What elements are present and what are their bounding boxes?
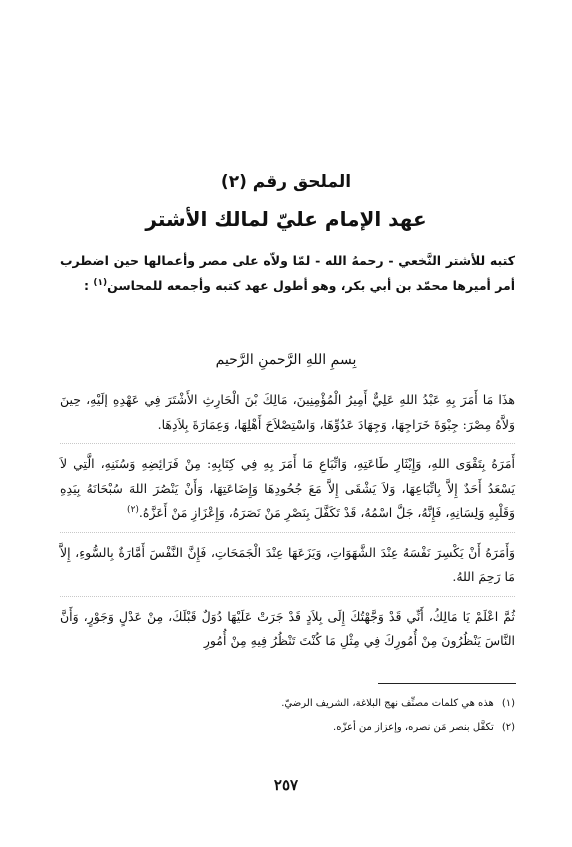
paragraph-text: هذَا مَا أَمَرَ بِهِ عَبْدُ اللهِ عَلِيٌّ أَمِيرُ الْمُؤْمِنِينَ، مَالِكَ بْنَ الْحَارِثِ الأَشْتَرَ فِي عَهْدِهِ إلَيْهِ، حِينَ وَلاَّهُ مِصْرَ: جِبْوَةَ خَرَاجِهَا، وَجِهَادَ عَدُوِّهَا، وَاسْتِصْلاَحَ أَهْلِهَا، وَعِمَارَةَ بِلاَدِهَا. bbox=[60, 392, 515, 432]
body-text bbox=[60, 388, 515, 668]
basmala: بِسمِ اللهِ الرَّحمنِ الرَّحيم bbox=[215, 352, 357, 368]
page-number: ٢٥٧ bbox=[273, 776, 299, 794]
intro-text: كتبه للأشتر النَّخعي - رحمهُ الله - لمّا ولاّه على مصر وأعمالها حين اضطرب أمر أميرها محمّد بن أبي بكر، وهو أطول عهد كتبه وأجمعه للمحاسن bbox=[60, 253, 515, 293]
paragraph-text: وَأَمَرَهُ أَنْ يَكْسِرَ نَفْسَهُ عِنْدَ الشَّهَوَاتِ، وَيَزَعَهَا عِنْدَ الْجَمَحَاتِ، فَإِنَّ النَّفْسَ أَمَّارَةٌ بِالسُّوءِ، إِلاَّ مَا رَحِمَ اللهُ. bbox=[60, 544, 515, 584]
footnote-divider bbox=[378, 683, 516, 684]
paragraph bbox=[60, 541, 515, 597]
paragraph-text: ثُمَّ اعْلَمْ يَا مَالِكُ، أَنِّي قَدْ وَجَّهْتُكَ إِلَى بِلاَدٍ قَدْ جَرَتْ عَلَيْهَا دُوَلٌ قَبْلَكَ، مِنْ عَدْلٍ وَجَوْرٍ، وَأَنَّ النَّاسَ يَنْظُرُونَ مِنْ أُمُورِكَ فِي مِثْلِ مَا كُنْتَ تَنْظُرُ فِيهِ مِنْ أُمُورِ bbox=[60, 608, 515, 648]
footnote-number: (١) bbox=[501, 698, 515, 709]
paragraph bbox=[60, 388, 515, 444]
footnote-text: هذه هي كلمات مصنِّف نهج البلاغة، الشريف الرضيّ. bbox=[281, 698, 494, 709]
paragraph bbox=[60, 452, 515, 533]
footnote-text: تكفَّل بنصر مَن نصره، وإعزاز من أعزّه. bbox=[333, 722, 494, 733]
footnote-item bbox=[60, 692, 515, 716]
appendix-heading: الملحق رقم (٢) bbox=[220, 172, 352, 192]
footnote-ref-1[interactable]: (١) bbox=[93, 277, 108, 288]
footnote-number: (٢) bbox=[501, 722, 515, 733]
paragraph-text: أَمَرَهُ بِتَقْوَى اللهِ، وَإِيْثَارِ طَاعَتِهِ، وَاتِّبَاعِ مَا أَمَرَ بِهِ فِي كِتَابِهِ: مِنْ فَرَائِضِهِ وَسُنَنِهِ، الَّتِي لاَ يَسْعَدُ أَحَدٌ إِلاَّ بِاتِّبَاعِهَا، وَلاَ يَشْقَى إِلاَّ مَعَ جُحُودِهَا وَإِضَاعَتِهَا، وَأَنْ يَنْصُرَ اللهَ سُبْحَانَهُ بِيَدِهِ وَقَلْبِهِ وَلِسَانِهِ، فَإِنَّهُ، جَلَّ اسْمُهُ، قَدْ تَكَفَّلَ بِنَصْرِ مَنْ نَصَرَهُ، وَإِعْزَازِ مَنْ أَعَزَّهُ. bbox=[60, 456, 515, 520]
paragraph bbox=[60, 605, 515, 660]
intro-trailing: : bbox=[83, 278, 94, 293]
footnotes bbox=[60, 692, 515, 740]
document-title: عهد الإمام عليّ لمالك الأشتر bbox=[145, 207, 427, 231]
footnote-ref-2[interactable]: (٢) bbox=[127, 504, 139, 515]
intro-paragraph bbox=[60, 248, 515, 298]
footnote-item bbox=[60, 716, 515, 740]
